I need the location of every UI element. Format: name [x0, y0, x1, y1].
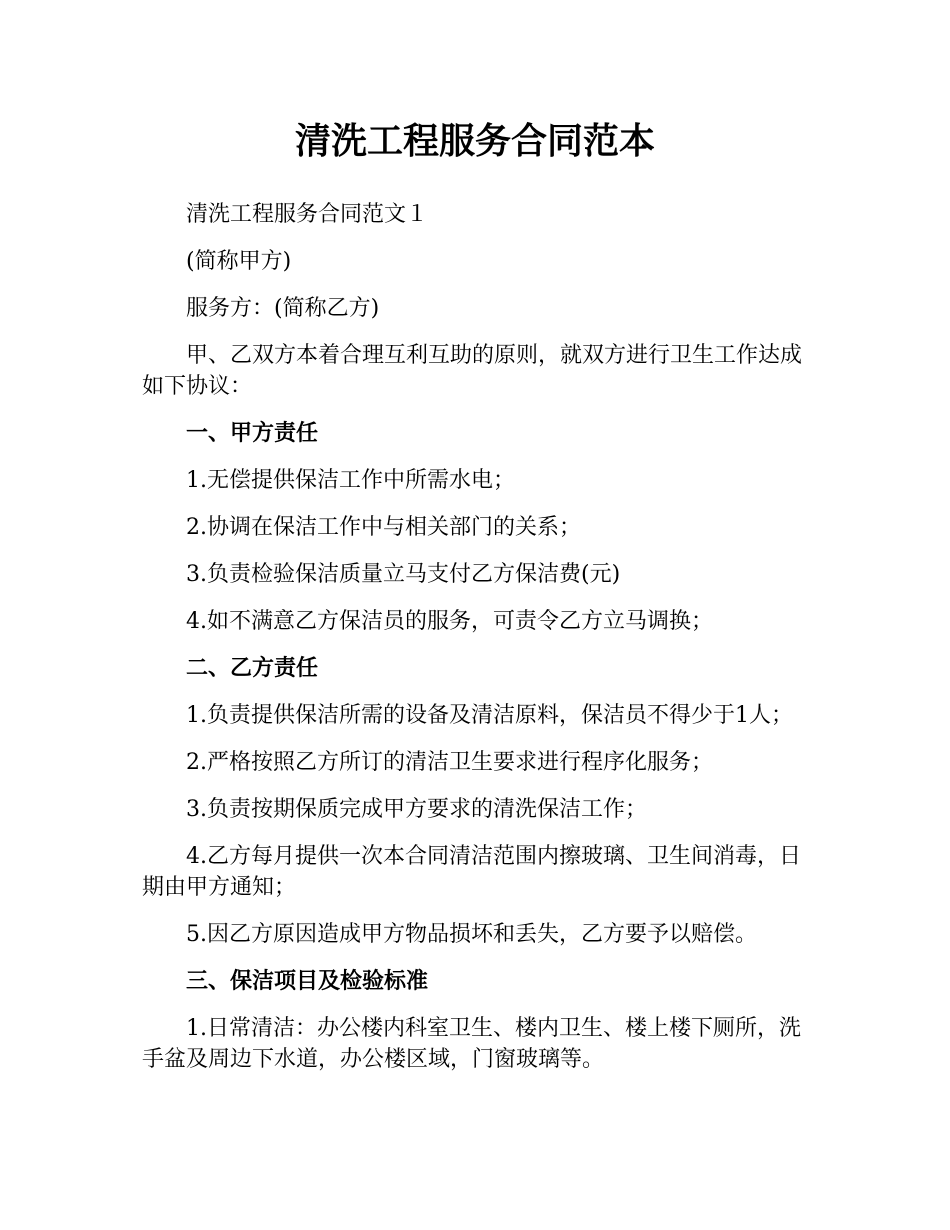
- document-body: [142, 199, 810, 1091]
- section-heading: 一、甲方责任: [186, 421, 319, 446]
- paragraph: 清洗工程服务合同范文１: [186, 202, 429, 227]
- paragraph: 甲、乙双方本着合理互利互助的原则，就双方进行卫生工作达成如下协议：: [142, 343, 803, 399]
- paragraph: 5.因乙方原因造成甲方物品损坏和丢失，乙方要予以赔偿。: [186, 922, 757, 947]
- paragraph: 4.乙方每月提供一次本合同清洁范围内擦玻璃、卫生间消毒，日期由甲方通知；: [142, 844, 801, 900]
- paragraph: 4.如不满意乙方保洁员的服务，可责令乙方立马调换；: [186, 609, 713, 634]
- document-title: 清洗工程服务合同范本: [294, 121, 655, 162]
- paragraph: 1.日常清洁：办公楼内科室卫生、楼内卫生、楼上楼下厕所，洗手盆及周边下水道，办公楼区域，门窗玻璃等。: [142, 1016, 801, 1072]
- paragraph: 3.负责按期保质完成甲方要求的清洗保洁工作；: [186, 797, 647, 822]
- section-heading: 二、乙方责任: [186, 656, 319, 681]
- paragraph: (简称甲方): [186, 249, 292, 274]
- paragraph: 1.负责提供保洁所需的设备及清洁原料，保洁员不得少于1人；: [186, 703, 793, 728]
- paragraph: 1.无偿提供保洁工作中所需水电；: [186, 468, 515, 493]
- section-heading: 三、保洁项目及检验标准: [186, 969, 429, 994]
- paragraph: 2.协调在保洁工作中与相关部门的关系；: [186, 515, 581, 540]
- paragraph: 3.负责检验保洁质量立马支付乙方保洁费(元): [186, 562, 621, 587]
- paragraph: 服务方：(简称乙方): [186, 296, 380, 321]
- paragraph: 2.严格按照乙方所订的清洁卫生要求进行程序化服务；: [186, 750, 713, 775]
